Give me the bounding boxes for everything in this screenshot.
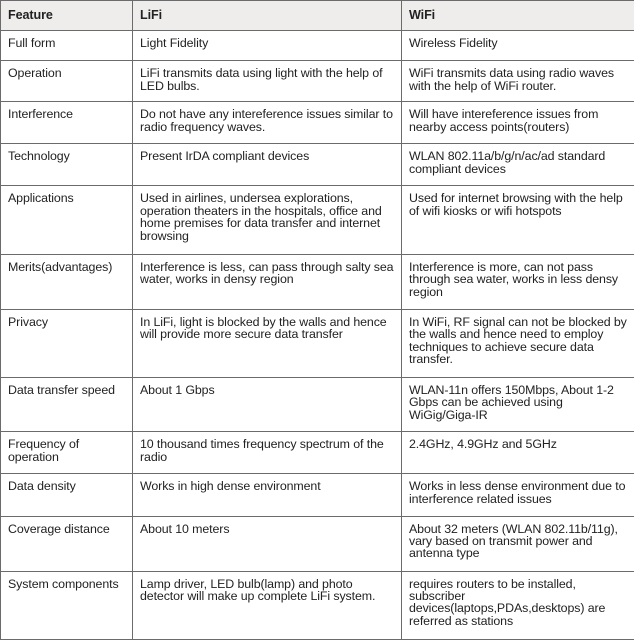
table-row <box>1 309 634 377</box>
column-header-wifi: WiFi <box>402 1 634 31</box>
table-row <box>1 102 634 144</box>
lifi-cell: About 1 Gbps <box>133 378 402 432</box>
lifi-cell: Present IrDA compliant devices <box>133 144 402 186</box>
table-header-row <box>1 1 634 31</box>
lifi-cell: Lamp driver, LED bulb(lamp) and photo detector will make up complete LiFi system. <box>133 571 402 639</box>
lifi-cell: Works in high dense environment <box>133 474 402 516</box>
feature-cell: Privacy <box>1 309 133 377</box>
feature-cell: Data transfer speed <box>1 378 133 432</box>
wifi-cell: WLAN 802.11a/b/g/n/ac/ad standard compliant devices <box>402 144 634 186</box>
table-row <box>1 571 634 639</box>
column-header-lifi: LiFi <box>133 1 402 31</box>
lifi-cell: Used in airlines, undersea explorations, operation theaters in the hospitals, office and home premises for data transfer and internet browsing <box>133 186 402 254</box>
wifi-cell: Works in less dense environment due to interference related issues <box>402 474 634 516</box>
lifi-cell: Interference is less, can pass through salty sea water, works in densy region <box>133 254 402 309</box>
table-row <box>1 254 634 309</box>
wifi-cell: Will have intereference issues from nearby access points(routers) <box>402 102 634 144</box>
wifi-cell: About 32 meters (WLAN 802.11b/11g), vary based on transmit power and antenna type <box>402 516 634 571</box>
feature-cell: Interference <box>1 102 133 144</box>
wifi-cell: WiFi transmits data using radio waves with the help of WiFi router. <box>402 61 634 102</box>
wifi-cell: Used for internet browsing with the help of wifi kiosks or wifi hotspots <box>402 186 634 254</box>
table-row <box>1 186 634 254</box>
feature-cell: Operation <box>1 61 133 102</box>
lifi-cell: Light Fidelity <box>133 31 402 61</box>
lifi-cell: Do not have any intereference issues similar to radio frequency waves. <box>133 102 402 144</box>
table-row <box>1 432 634 474</box>
feature-cell: Coverage distance <box>1 516 133 571</box>
feature-cell: Technology <box>1 144 133 186</box>
feature-cell: Merits(advantages) <box>1 254 133 309</box>
feature-cell: Full form <box>1 31 133 61</box>
feature-cell: Frequency of operation <box>1 432 133 474</box>
feature-cell: System components <box>1 571 133 639</box>
table-row <box>1 61 634 102</box>
table-row <box>1 378 634 432</box>
wifi-cell: WLAN-11n offers 150Mbps, About 1-2 Gbps can be achieved using WiGig/Giga-IR <box>402 378 634 432</box>
table-row <box>1 31 634 61</box>
wifi-cell: Interference is more, can not pass through sea water, works in less densy region <box>402 254 634 309</box>
lifi-cell: In LiFi, light is blocked by the walls and hence will provide more secure data transfer <box>133 309 402 377</box>
lifi-cell: LiFi transmits data using light with the help of LED bulbs. <box>133 61 402 102</box>
wifi-cell: In WiFi, RF signal can not be blocked by the walls and hence need to employ techniques to achieve secure data transfer. <box>402 309 634 377</box>
feature-cell: Data density <box>1 474 133 516</box>
table-row <box>1 144 634 186</box>
column-header-feature: Feature <box>1 1 133 31</box>
lifi-cell: About 10 meters <box>133 516 402 571</box>
wifi-cell: Wireless Fidelity <box>402 31 634 61</box>
table-row <box>1 474 634 516</box>
wifi-cell: 2.4GHz, 4.9GHz and 5GHz <box>402 432 634 474</box>
wifi-cell: requires routers to be installed, subscriber devices(laptops,PDAs,desktops) are referred as stations <box>402 571 634 639</box>
lifi-cell: 10 thousand times frequency spectrum of the radio <box>133 432 402 474</box>
table-row <box>1 516 634 571</box>
feature-cell: Applications <box>1 186 133 254</box>
